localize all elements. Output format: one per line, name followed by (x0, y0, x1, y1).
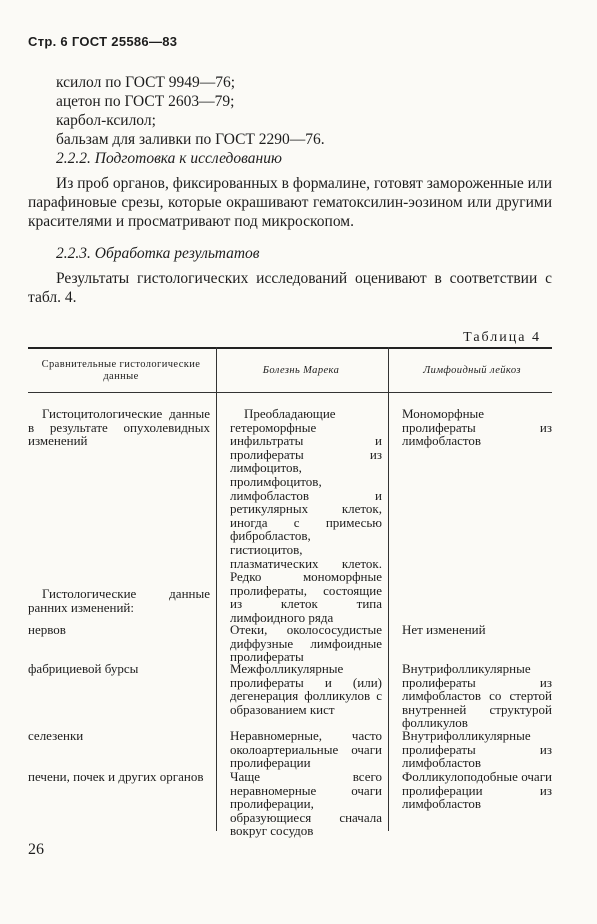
section-paragraph-2-2-2: Из проб органов, фиксированных в формалине, готовят замороженные или парафиновые срезы, которые окрашивают гематоксилин-эозином или другими красителями и просматривают под микроскопом. (28, 175, 552, 230)
table-cell: Внутрифолликулярные пролифераты из лимфобластов (402, 728, 552, 771)
material-item: карбол-ксилол; (56, 112, 156, 129)
table-cell: селезенки (28, 728, 84, 743)
page-number: 26 (28, 841, 44, 858)
table-cell: Фолликулоподобные очаги пролиферации из лимфобластов (402, 769, 552, 812)
comparison-table (28, 347, 552, 839)
table-cell: Гистоцитологические данные в результате опухолевидных изменений (28, 406, 210, 449)
table-cell: Внутрифолликулярные пролифераты из лимфобластов со стертой внутренней структурой фолликулов (402, 661, 552, 731)
table-header-cell: Сравнительные гистологические данные (41, 359, 201, 382)
table-caption: Таблица 4 (463, 330, 541, 345)
material-item: бальзам для заливки по ГОСТ 2290—76. (56, 131, 325, 148)
table-cell: Неравномерные, часто околоартериальные очаги пролиферации (230, 728, 382, 771)
material-item: ксилол по ГОСТ 9949—76; (56, 74, 236, 91)
table-cell: Преобладающие гетероморфные инфильтраты и пролифераты из лимфоцитов, пролимфоцитов, лимфобластов и ретикулярных клеток, иногда с примесью фибробластов, гистиоцитов, плазматических клеток. Редко мономорфные пролифераты, состоящие из клеток типа лимфоидного ряда (230, 406, 382, 625)
section-heading-2-2-2: 2.2.2. Подготовка к исследованию (56, 150, 282, 167)
table-column-divider (388, 347, 389, 831)
material-item: ацетон по ГОСТ 2603—79; (56, 93, 235, 110)
materials-list (56, 73, 325, 149)
table-cell: фабрициевой бурсы (28, 661, 139, 676)
section-paragraph-2-2-3: Результаты гистологических исследований оценивают в соответствии с табл. 4. (28, 270, 552, 306)
table-cell: нервов (28, 622, 66, 637)
table-column-divider (216, 347, 217, 831)
table-header-rule (28, 392, 552, 393)
table-header-cell: Лимфоидный лейкоз (423, 365, 521, 376)
table-cell: Межфолликулярные пролифераты и (или) дегенерация фолликулов с образованием кист (230, 661, 382, 717)
table-cell: Мономорфные пролифераты из лимфобластов (402, 406, 552, 449)
table-cell: Чаще всего неравномерные очаги пролиферации, образующиеся сначала вокруг сосудов (230, 769, 382, 839)
table-cell: Гистологические данные ранних изменений: (28, 586, 210, 615)
table-header-cell: Болезнь Марека (262, 365, 340, 376)
table-cell: Отеки, околососудистые диффузные лимфоидные пролифераты (230, 622, 382, 665)
table-cell: Нет изменений (402, 622, 486, 637)
section-heading-2-2-3: 2.2.3. Обработка результатов (56, 245, 260, 262)
table-cell: печени, почек и других органов (28, 769, 204, 784)
page-header: Стр. 6 ГОСТ 25586—83 (28, 34, 178, 49)
table-top-rule (28, 347, 552, 349)
